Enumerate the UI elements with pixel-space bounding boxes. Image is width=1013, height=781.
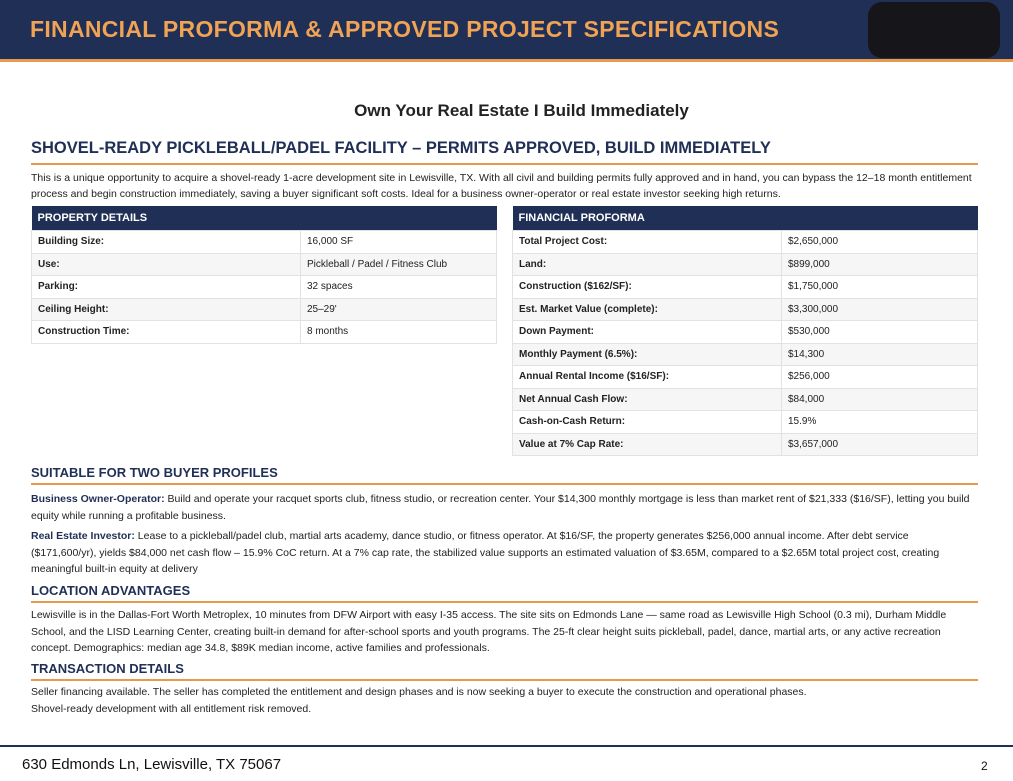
row-label: Annual Rental Income ($16/SF): [513,366,782,389]
row-label: Cash-on-Cash Return: [513,411,782,434]
headline: SHOVEL-READY PICKLEBALL/PADEL FACILITY – PERMITS APPROVED, BUILD IMMEDIATELY [31,139,978,165]
location-paragraph: Lewisville is in the Dallas-Fort Worth Metroplex, 10 minutes from DFW Airport with easy I-35 access. The site sits on Edmonds Lane — same road as Lewisville High School (0.3 mi), Durham Middle School, and the LISD Learning Center, creating built-in demand for after-school sports and youth programs. The 25-ft clear height suits pickleball, padel, dance, martial arts, or any active recreation concept. Demographics: median age 34.8, $89K median income, active families and professionals. [31,609,947,654]
table-row [513,253,978,276]
page-title: FINANCIAL PROFORMA & APPROVED PROJECT SPECIFICATIONS [30,16,780,42]
location-heading: LOCATION ADVANTAGES [31,583,978,603]
row-label: Down Payment: [513,321,782,344]
table-row [513,366,978,389]
financial-proforma-heading: FINANCIAL PROFORMA [513,206,978,231]
table-row [32,298,497,321]
tagline: Own Your Real Estate I Build Immediately [354,101,689,120]
row-label: Ceiling Height: [32,298,301,321]
row-value: 8 months [301,321,497,344]
table-row [513,321,978,344]
row-value: 25–29' [301,298,497,321]
table-row [32,321,497,344]
property-details-heading: PROPERTY DETAILS [32,206,497,231]
buyer-profiles-heading: SUITABLE FOR TWO BUYER PROFILES [31,465,978,485]
row-value: $1,750,000 [782,276,978,299]
page-number: 2 [981,759,988,773]
owner-operator-paragraph [31,491,976,524]
table-row [32,276,497,299]
footer-address: 630 Edmonds Ln, Lewisville, TX 75067 [22,756,282,773]
row-label: Monthly Payment (6.5%): [513,343,782,366]
row-label: Construction Time: [32,321,301,344]
row-value: $84,000 [782,388,978,411]
row-value: $2,650,000 [782,231,978,254]
row-label: Use: [32,253,301,276]
property-details-table [31,206,497,344]
owner-operator-label: Business Owner-Operator: [31,493,165,505]
table-row [513,343,978,366]
financial-proforma-table [512,206,978,456]
transaction-line-2: Shovel-ready development with all entitlement risk removed. [31,703,312,715]
row-value: $530,000 [782,321,978,344]
title-banner [0,0,1013,62]
row-value: $14,300 [782,343,978,366]
row-label: Est. Market Value (complete): [513,298,782,321]
owner-operator-text: Build and operate your racquet sports club, fitness studio, or recreation center. Your $14,300 monthly mortgage is less than market rent of $21,333 ($16/SF), letting you build equity while running a profitable business. [31,493,970,522]
row-label: Construction ($162/SF): [513,276,782,299]
table-row [513,433,978,456]
investor-label: Real Estate Investor: [31,530,135,542]
investor-paragraph [31,528,976,578]
row-value: 32 spaces [301,276,497,299]
table-row [32,253,497,276]
intro-paragraph: This is a unique opportunity to acquire a shovel-ready 1-acre development site in Lewisville, TX. With all civil and building permits fully approved and in hand, you can bypass the 12–18 month entitlement process and begin construction immediately, saving a buyer significant soft costs. Ideal for a business owner-operator or real estate investor seeking high returns. [31,172,972,200]
table-row [513,388,978,411]
row-label: Building Size: [32,231,301,254]
investor-text: Lease to a pickleball/padel club, martial arts academy, dance studio, or fitness operator. At $16/SF, the property generates $256,000 annual income. After debt service ($171,600/yr), yields $84,000 net cash flow – 15.9% CoC return. At a 7% cap rate, the stabilized value supports an estimated valuation of $3.65M, compared to a $2.65M total project cost, creating meaningful built-in equity at delivery [31,530,940,575]
row-value: 16,000 SF [301,231,497,254]
redaction-block [868,2,1000,58]
row-value: $899,000 [782,253,978,276]
row-label: Value at 7% Cap Rate: [513,433,782,456]
row-value: $3,300,000 [782,298,978,321]
row-value: Pickleball / Padel / Fitness Club [301,253,497,276]
table-row [513,411,978,434]
row-label: Land: [513,253,782,276]
row-value: 15.9% [782,411,978,434]
table-row [513,231,978,254]
table-row [513,298,978,321]
row-label: Net Annual Cash Flow: [513,388,782,411]
row-label: Parking: [32,276,301,299]
table-row [513,276,978,299]
table-row [32,231,497,254]
transaction-line-1: Seller financing available. The seller has completed the entitlement and design phases and is now seeking a buyer to execute the construction and operational phases. [31,686,807,698]
transaction-heading: TRANSACTION DETAILS [31,661,978,681]
footer-divider [0,745,1013,747]
row-label: Total Project Cost: [513,231,782,254]
row-value: $256,000 [782,366,978,389]
row-value: $3,657,000 [782,433,978,456]
